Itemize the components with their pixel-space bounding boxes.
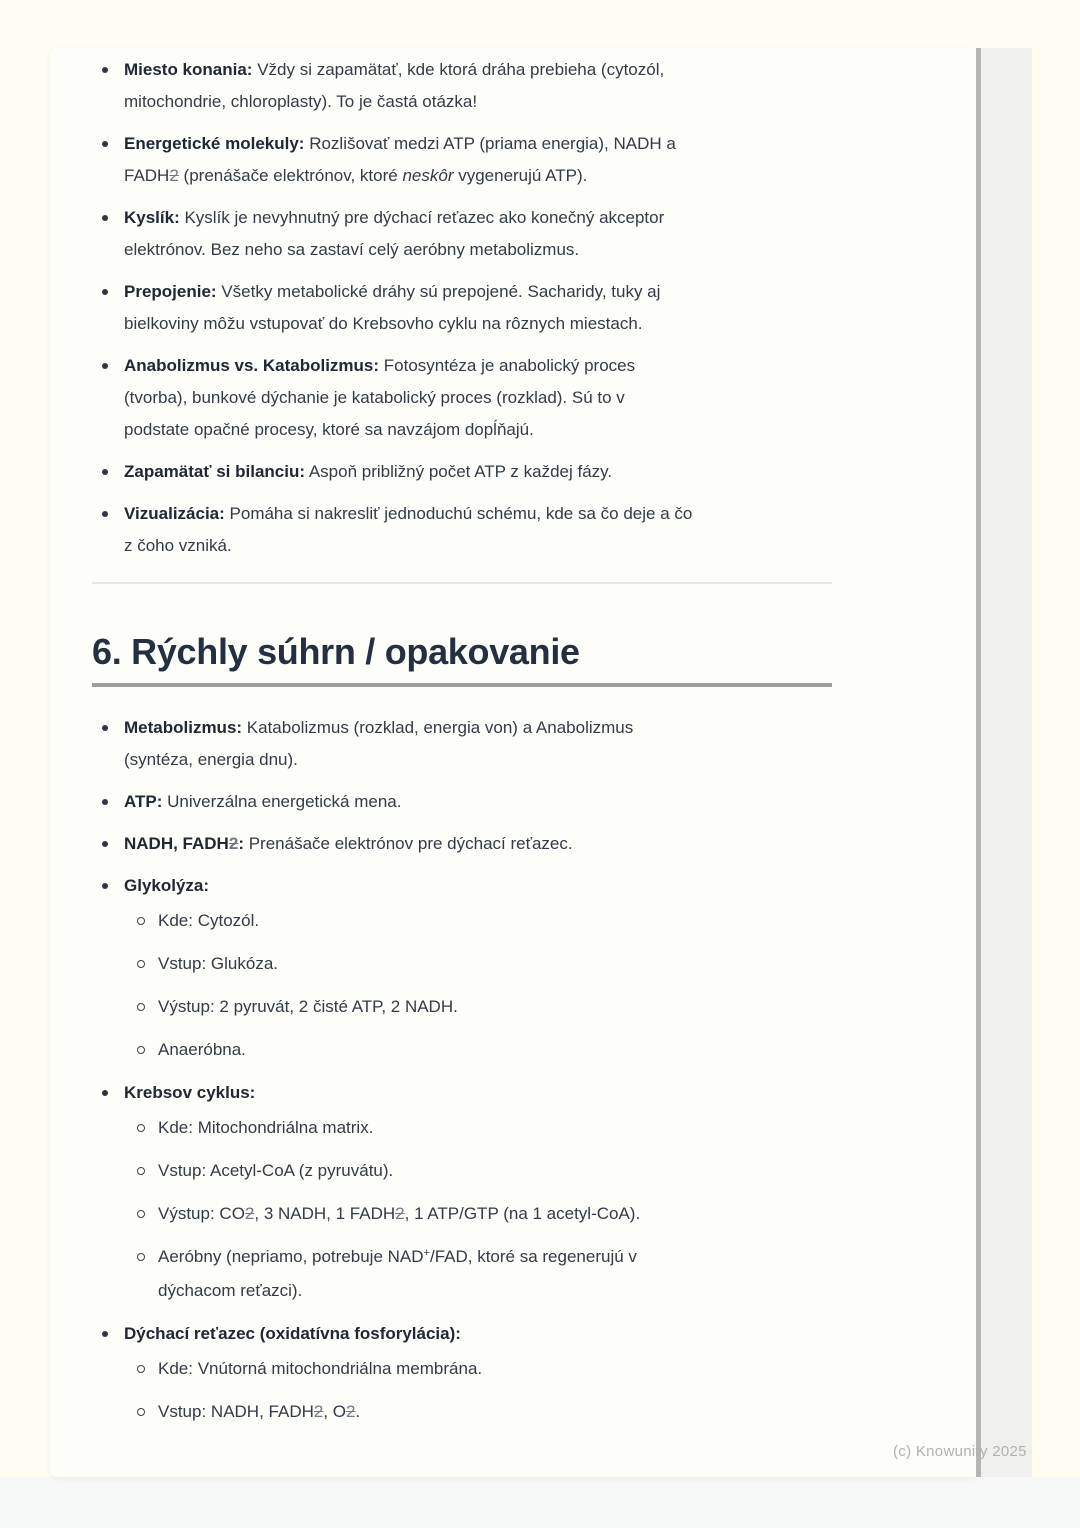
text-segment: Miesto konania: [124, 60, 253, 79]
text-segment: . [355, 1402, 361, 1421]
text-segment: Metabolizmus: [124, 718, 243, 737]
list-item-text [124, 282, 660, 333]
list-item-text [158, 1402, 360, 1421]
text-segment: Zapamätať si bilanciu: [124, 462, 306, 481]
list-item-text [124, 834, 573, 853]
right-gutter-panel [981, 48, 1032, 1477]
text-segment: mitochondrie, chloroplasty). To je častá otázka! [124, 92, 478, 111]
circle-bullet-icon [137, 1408, 145, 1416]
section-heading: 6. Rýchly súhrn / opakovanie [92, 631, 580, 672]
text-segment: Krebsov cyklus: [124, 1083, 256, 1102]
text-segment: Anabolizmus vs. Katabolizmus: [124, 356, 380, 375]
bullet-icon [102, 215, 108, 221]
sub-list [124, 1353, 837, 1428]
sub-list-item [124, 905, 837, 937]
notes-list-top [92, 54, 837, 562]
list-item-text [158, 1359, 482, 1378]
bullet-icon [102, 799, 108, 805]
list-item-text [158, 1161, 393, 1180]
text-segment: /FAD, ktoré sa regenerujú v [429, 1247, 637, 1266]
list-item-text [124, 134, 676, 185]
list-item-text [158, 911, 259, 930]
text-segment: , 1 ATP/GTP (na 1 acetyl-CoA). [404, 1204, 641, 1223]
list-item-text [124, 356, 635, 439]
text-segment: 2 [169, 166, 179, 185]
circle-bullet-icon [137, 1124, 145, 1132]
text-segment: , 3 NADH, 1 FADH [254, 1204, 396, 1223]
list-item-text [158, 1247, 637, 1300]
text-segment: NADH, FADH [124, 834, 229, 853]
text-segment: 2 [395, 1204, 405, 1223]
sub-list-item [124, 991, 837, 1023]
text-segment: Kyslík: [124, 208, 180, 227]
list-item [92, 870, 837, 1066]
sub-list-item [124, 1241, 837, 1307]
summary-list [92, 712, 837, 1428]
list-item-text [158, 1204, 640, 1223]
sub-list-item [124, 1034, 837, 1066]
list-item-text [124, 718, 633, 769]
list-item-text [124, 504, 692, 555]
list-item-text [124, 462, 612, 481]
text-segment: Vždy si zapamätať, kde ktorá dráha prebieha (cytozól, [252, 60, 665, 79]
text-segment: : [238, 834, 244, 853]
list-item-text [124, 60, 664, 111]
bullet-icon [102, 1090, 108, 1096]
list-item-text [124, 1324, 461, 1343]
text-segment: Fotosyntéza je anabolický proces [379, 356, 636, 375]
text-segment: 2 [228, 834, 239, 853]
list-item-text [124, 792, 401, 811]
text-segment: FADH [124, 166, 170, 185]
text-segment: bielkoviny môžu vstupovať do Krebsovho cyklu na rôznych miestach. [124, 314, 643, 333]
list-item-text [158, 1118, 373, 1137]
text-segment: Vstup: NADH, FADH [158, 1402, 314, 1421]
list-item [92, 1077, 837, 1307]
list-item [92, 202, 837, 266]
text-segment: Kde: Cytozól. [158, 911, 260, 930]
sub-list [124, 1112, 837, 1307]
sub-list-item [124, 1155, 837, 1187]
sub-list-item [124, 1198, 837, 1230]
page-bottom-gap [0, 1477, 1080, 1528]
circle-bullet-icon [137, 1003, 145, 1011]
list-item-text [124, 876, 209, 895]
list-item-text [124, 1083, 255, 1102]
sub-list-item [124, 1396, 837, 1428]
bullet-icon [102, 141, 108, 147]
list-item [92, 350, 837, 446]
sub-list-item [124, 1112, 837, 1144]
list-item-text [158, 997, 458, 1016]
list-item [92, 1318, 837, 1428]
bullet-icon [102, 363, 108, 369]
text-segment: elektrónov. Bez neho sa zastaví celý aeróbny metabolizmus. [124, 240, 580, 259]
list-item-text [158, 1040, 246, 1059]
text-segment: 2 [244, 1204, 255, 1223]
text-segment: (tvorba), bunkové dýchanie je katabolický proces (rozklad). Sú to v [124, 388, 625, 407]
text-segment: , O [323, 1402, 347, 1421]
list-item [92, 276, 837, 340]
list-item [92, 54, 837, 118]
text-segment: Univerzálna energetická mena. [162, 792, 402, 811]
circle-bullet-icon [137, 1167, 145, 1175]
text-segment: neskôr [402, 166, 454, 185]
bullet-icon [102, 289, 108, 295]
sub-list [124, 905, 837, 1066]
list-item-text [124, 208, 664, 259]
text-segment: Kyslík je nevyhnutný pre dýchací reťazec ako konečný akceptor [179, 208, 665, 227]
list-item [92, 498, 837, 562]
text-segment: Kde: Mitochondriálna matrix. [158, 1118, 374, 1137]
text-segment: Energetické molekuly: [124, 134, 305, 153]
text-segment: Dýchací reťazec (oxidatívna fosforylácia): [124, 1324, 461, 1343]
document-page [50, 48, 976, 1477]
text-segment: dýchacom reťazci). [158, 1281, 303, 1300]
text-segment: Katabolizmus (rozklad, energia von) a Anabolizmus [242, 718, 634, 737]
bullet-icon [102, 67, 108, 73]
document-content [92, 54, 837, 1439]
circle-bullet-icon [137, 1210, 145, 1218]
text-segment: Vizualizácia: [124, 504, 225, 523]
section-divider [92, 582, 832, 584]
bullet-icon [102, 883, 108, 889]
sub-list-item [124, 948, 837, 980]
text-segment: Vstup: Acetyl-CoA (z pyruvátu). [158, 1161, 394, 1180]
text-segment: Glykolýza: [124, 876, 210, 895]
text-segment: + [423, 1247, 430, 1259]
bullet-icon [102, 469, 108, 475]
text-segment: Prenášače elektrónov pre dýchací reťazec. [243, 834, 573, 853]
text-segment: (prenášače elektrónov, ktoré [178, 166, 403, 185]
text-segment: Výstup: CO [158, 1204, 245, 1223]
scrollbar[interactable] [976, 48, 981, 1477]
text-segment: Aeróbny (nepriamo, potrebuje NAD [158, 1247, 424, 1266]
list-item [92, 712, 837, 776]
bullet-icon [102, 841, 108, 847]
text-segment: Všetky metabolické dráhy sú prepojené. Sacharidy, tuky aj [216, 282, 661, 301]
text-segment: Anaeróbna. [158, 1040, 246, 1059]
bullet-icon [102, 1331, 108, 1337]
text-segment: 2 [313, 1402, 324, 1421]
circle-bullet-icon [137, 917, 145, 925]
text-segment: Výstup: 2 pyruvát, 2 čisté ATP, 2 NADH. [158, 997, 458, 1016]
text-segment: podstate opačné procesy, ktoré sa navzájom dopĺňajú. [124, 420, 534, 439]
text-segment: Rozlišovať medzi ATP (priama energia), NADH a [304, 134, 676, 153]
bullet-icon [102, 725, 108, 731]
list-item [92, 786, 837, 818]
text-segment: z čoho vzniká. [124, 536, 232, 555]
bullet-icon [102, 511, 108, 517]
circle-bullet-icon [137, 1253, 145, 1261]
text-segment: Aspoň približný počet ATP z každej fázy. [305, 462, 613, 481]
list-item-text [158, 954, 278, 973]
list-item [92, 456, 837, 488]
list-item [92, 128, 837, 192]
text-segment: vygenerujú ATP). [453, 166, 588, 185]
circle-bullet-icon [137, 1046, 145, 1054]
text-segment: Kde: Vnútorná mitochondriálna membrána. [158, 1359, 483, 1378]
watermark-text: (c) Knowunity 2025 [893, 1443, 1027, 1460]
circle-bullet-icon [137, 960, 145, 968]
heading-underline [92, 683, 832, 687]
circle-bullet-icon [137, 1365, 145, 1373]
text-segment: 2 [346, 1402, 356, 1421]
text-segment: (syntéza, energia dnu). [124, 750, 298, 769]
sub-list-item [124, 1353, 837, 1385]
text-segment: Vstup: Glukóza. [158, 954, 279, 973]
list-item [92, 828, 837, 860]
text-segment: Pomáha si nakresliť jednoduchú schému, kde sa čo deje a čo [224, 504, 693, 523]
text-segment: ATP: [124, 792, 163, 811]
text-segment: Prepojenie: [124, 282, 217, 301]
